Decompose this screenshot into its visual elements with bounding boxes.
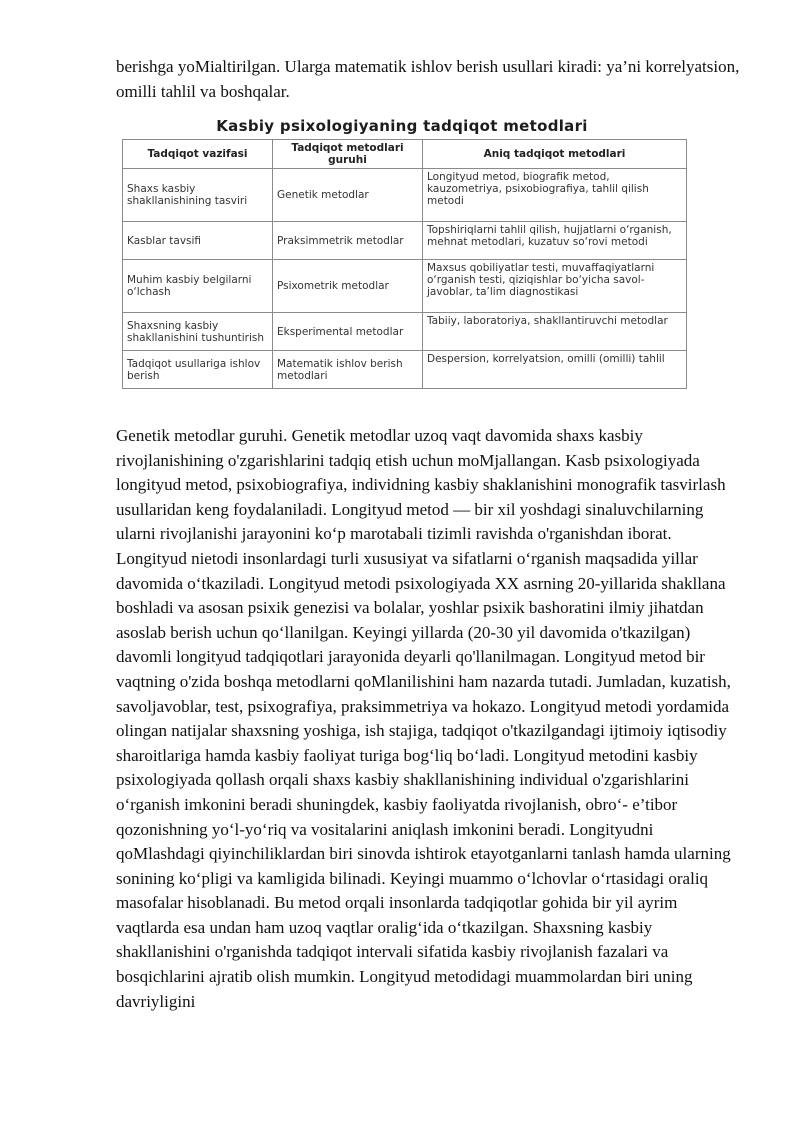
- table-cell-group: Eksperimental metodlar: [273, 313, 423, 351]
- table-row: [123, 169, 687, 222]
- table-row: [123, 313, 687, 351]
- table-cell-task: Muhim kasbiy belgilarni o‘lchash: [123, 260, 273, 313]
- table-row: [123, 351, 687, 389]
- methods-table-figure: [118, 117, 686, 389]
- intro-paragraph: berishga yoMialtirilgan. Ularga matematik ishlov berish usullari kiradi: ya’ni korrelyatsion, omilli tahlil va boshqalar.: [116, 57, 740, 101]
- table-header-row: [123, 140, 687, 169]
- table-cell-group: Psixometrik metodlar: [273, 260, 423, 313]
- table-cell-methods: Tabiiy, laboratoriya, shakllantiruvchi metodlar: [423, 313, 687, 351]
- methods-table: [122, 139, 687, 389]
- header-cell-methods: Aniq tadqiqot metodlari: [423, 140, 687, 169]
- table-cell-task: Tadqiqot usullariga ishlov berish: [123, 351, 273, 389]
- table-cell-task: Kasblar tavsifi: [123, 222, 273, 260]
- table-cell-methods: Maxsus qobiliyatlar testi, muvaffaqiyatlarni o‘rganish testi, qiziqishlar bo‘yicha savol-javoblar, ta’lim diagnostikasi: [423, 260, 687, 313]
- main-paragraph: Genetik metodlar guruhi. Genetik metodlar uzoq vaqt davomida shaxs kasbiy rivojlanishining o'zgarishlarini tadqiq etish uchun moMjallangan. Kasb psixologiyada longityud metod, psixobiografiya, individning kasbiy shaklanishini monografik tasvirlash usullaridan keng foydalaniladi. Longityud metod — bir xil yoshdagi sinaluvchilarning ularni rivojlanishi jarayonini ko‘p marotabali tizimli ravishda o'rganishdan iborat. Longityud nietodi insonlardagi turli xususiyat va sifatlarni o‘rganish maqsadida yillar davomida o‘tkaziladi. Longityud metodi psixologiyada XX asrning 20-yillarida shakllana boshladi va asosan psixik genezisi va bolalar, yoshlar psixik bashoratini ilmiy jihatdan asoslab berish uchun qo‘llanilgan. Keyingi yillarda (20-30 yil davomida o'tkazilgan) davomli longityud tadqiqotlari jarayonida deyarli qo'llanilmagan. Longityud metod bir vaqtning o'zida boshqa metodlarni qoMlanilishini ham nazarda tutadi. Jumladan, kuzatish, savoljavoblar, test, psixografiya, praksimmetriya va hokazo. Longityud metodi yordamida olingan natijalar shaxsning yoshiga, ish stajiga, tadqiqot o'tkazilgandagi ijtimoiy iqtisodiy sharoitlariga hamda kasbiy faoliyat turiga bog‘liq bo‘ladi. Longityud metodini kasbiy psixologiyada qollash orqali shaxs kasbiy shakllanishining individual o'zgarishlarini o‘rganish imkonini beradi shuningdek, kasbiy faoliyatda rivojlanish, obro‘- e’tibor qozonishning yo‘l-yo‘riq va vositalarini aniqlash imkonini beradi. Longityudni qoMlashdagi qiyinchiliklardan biri sinovda ishtirok etayotganlarni tanlash hamda ularning sonining ko‘pligi va kamligida bilinadi. Keyingi muammo o‘lchovlar o‘rtasidagi oraliq masofalar hisoblanadi. Bu metod orqali insonlarda tadqiqotlar gohida bir yil ayrim vaqtlarda esa undan ham uzoq vaqtlar oralig‘ida o‘tkazilgan. Shaxsning kasbiy shakllanishini o'rganishda tadqiqot intervali sifatida kasbiy rivojlanish fazalari va bosqichlarini ajratib olish mumkin. Longityud metodidagi muammolardan biri uning davriyligini: [116, 426, 731, 1011]
- table-cell-task: Shaxsning kasbiy shakllanishini tushuntirish: [123, 313, 273, 351]
- table-cell-task: Shaxs kasbiy shakllanishining tasviri: [123, 169, 273, 222]
- figure-title: Kasbiy psixologiyaning tadqiqot metodlari: [216, 117, 588, 135]
- table-cell-methods: Topshiriqlarni tahlil qilish, hujjatlarni o‘rganish, mehnat metodlari, kuzatuv so‘rovi metodi: [423, 222, 687, 260]
- table-row: [123, 260, 687, 313]
- table-cell-group: Genetik metodlar: [273, 169, 423, 222]
- table-cell-methods: Longityud metod, biografik metod, kauzometriya, psixobiografiya, tahlil qilish metodi: [423, 169, 687, 222]
- table-row: [123, 222, 687, 260]
- table-cell-group: Matematik ishlov berish metodlari: [273, 351, 423, 389]
- header-cell-task: Tadqiqot vazifasi: [123, 140, 273, 169]
- table-cell-methods: Despersion, korrelyatsion, omilli (omilli) tahlil: [423, 351, 687, 389]
- header-cell-group: Tadqiqot metodlari guruhi: [273, 140, 423, 169]
- table-cell-group: Praksimmetrik metodlar: [273, 222, 423, 260]
